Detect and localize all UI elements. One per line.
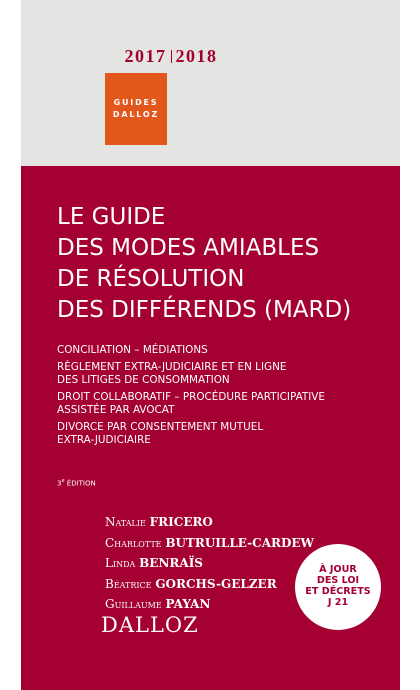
edition-number: 3 bbox=[57, 479, 62, 488]
topic-line: ASSISTÉE PAR AVOCAT bbox=[57, 404, 175, 416]
sticker-line: ET DÉCRETS bbox=[305, 586, 371, 597]
topic-line: DES LITIGES DE CONSOMMATION bbox=[57, 374, 230, 386]
year-start: 2017 bbox=[124, 46, 167, 66]
topic-line: DROIT COLLABORATIF – PROCÉDURE PARTICIPATIVE bbox=[57, 391, 325, 403]
author-item bbox=[105, 594, 325, 615]
author-last-name: FRICERO bbox=[149, 515, 213, 529]
title-line: DES MODES AMIABLES bbox=[57, 235, 320, 261]
sticker-line: J 21 bbox=[327, 597, 349, 608]
author-first-name: Guillaume bbox=[105, 597, 162, 611]
topic-item bbox=[57, 361, 397, 387]
author-last-name: GORCHS-GELZER bbox=[155, 576, 277, 591]
author-last-name: BENRAÏS bbox=[139, 556, 203, 570]
cover-top-band bbox=[21, 0, 400, 166]
edition-label bbox=[57, 478, 96, 487]
badge-line-guides: GUIDES bbox=[113, 98, 159, 107]
author-item bbox=[105, 553, 325, 574]
badge-line-dalloz: DALLOZ bbox=[112, 110, 160, 119]
author-last-name: PAYAN bbox=[165, 597, 211, 611]
sticker-line: DES LOI bbox=[316, 575, 360, 586]
edition-suffix: e bbox=[61, 478, 65, 484]
edition-years bbox=[101, 46, 241, 67]
edition-word: ÉDITION bbox=[64, 479, 96, 488]
collection-badge bbox=[105, 73, 167, 145]
topic-line: CONCILIATION – MÉDIATIONS bbox=[57, 344, 208, 356]
author-first-name: Charlotte bbox=[105, 535, 162, 550]
sticker-line: À JOUR bbox=[319, 564, 357, 575]
topic-item bbox=[57, 344, 397, 357]
title-line: DES DIFFÉRENDS (MARD) bbox=[57, 297, 352, 323]
year-end: 2018 bbox=[175, 46, 218, 66]
update-sticker bbox=[295, 544, 381, 630]
author-item bbox=[105, 533, 325, 554]
title-line: LE GUIDE bbox=[57, 204, 166, 230]
topic-item bbox=[57, 421, 397, 447]
topic-line: EXTRA-JUDICIAIRE bbox=[57, 434, 151, 446]
book-title bbox=[57, 202, 397, 326]
title-line: DE RÉSOLUTION bbox=[57, 266, 245, 292]
topic-line: DIVORCE PAR CONSENTEMENT MUTUEL bbox=[57, 421, 264, 433]
cover-main-panel bbox=[21, 166, 400, 690]
authors-list bbox=[105, 512, 325, 615]
book-cover bbox=[21, 0, 400, 690]
year-separator bbox=[171, 50, 172, 63]
author-first-name: Linda bbox=[105, 556, 136, 570]
author-item bbox=[105, 512, 325, 533]
author-first-name: Natalie bbox=[105, 515, 146, 529]
topic-item bbox=[57, 391, 397, 417]
topic-line: RÈGLEMENT EXTRA-JUDICIAIRE ET EN LIGNE bbox=[57, 361, 287, 373]
topics-list bbox=[57, 344, 397, 451]
publisher-logo: DALLOZ bbox=[101, 613, 199, 637]
author-first-name: Béatrice bbox=[105, 576, 152, 591]
author-last-name: BUTRUILLE-CARDEW bbox=[165, 535, 315, 550]
author-item bbox=[105, 574, 325, 595]
